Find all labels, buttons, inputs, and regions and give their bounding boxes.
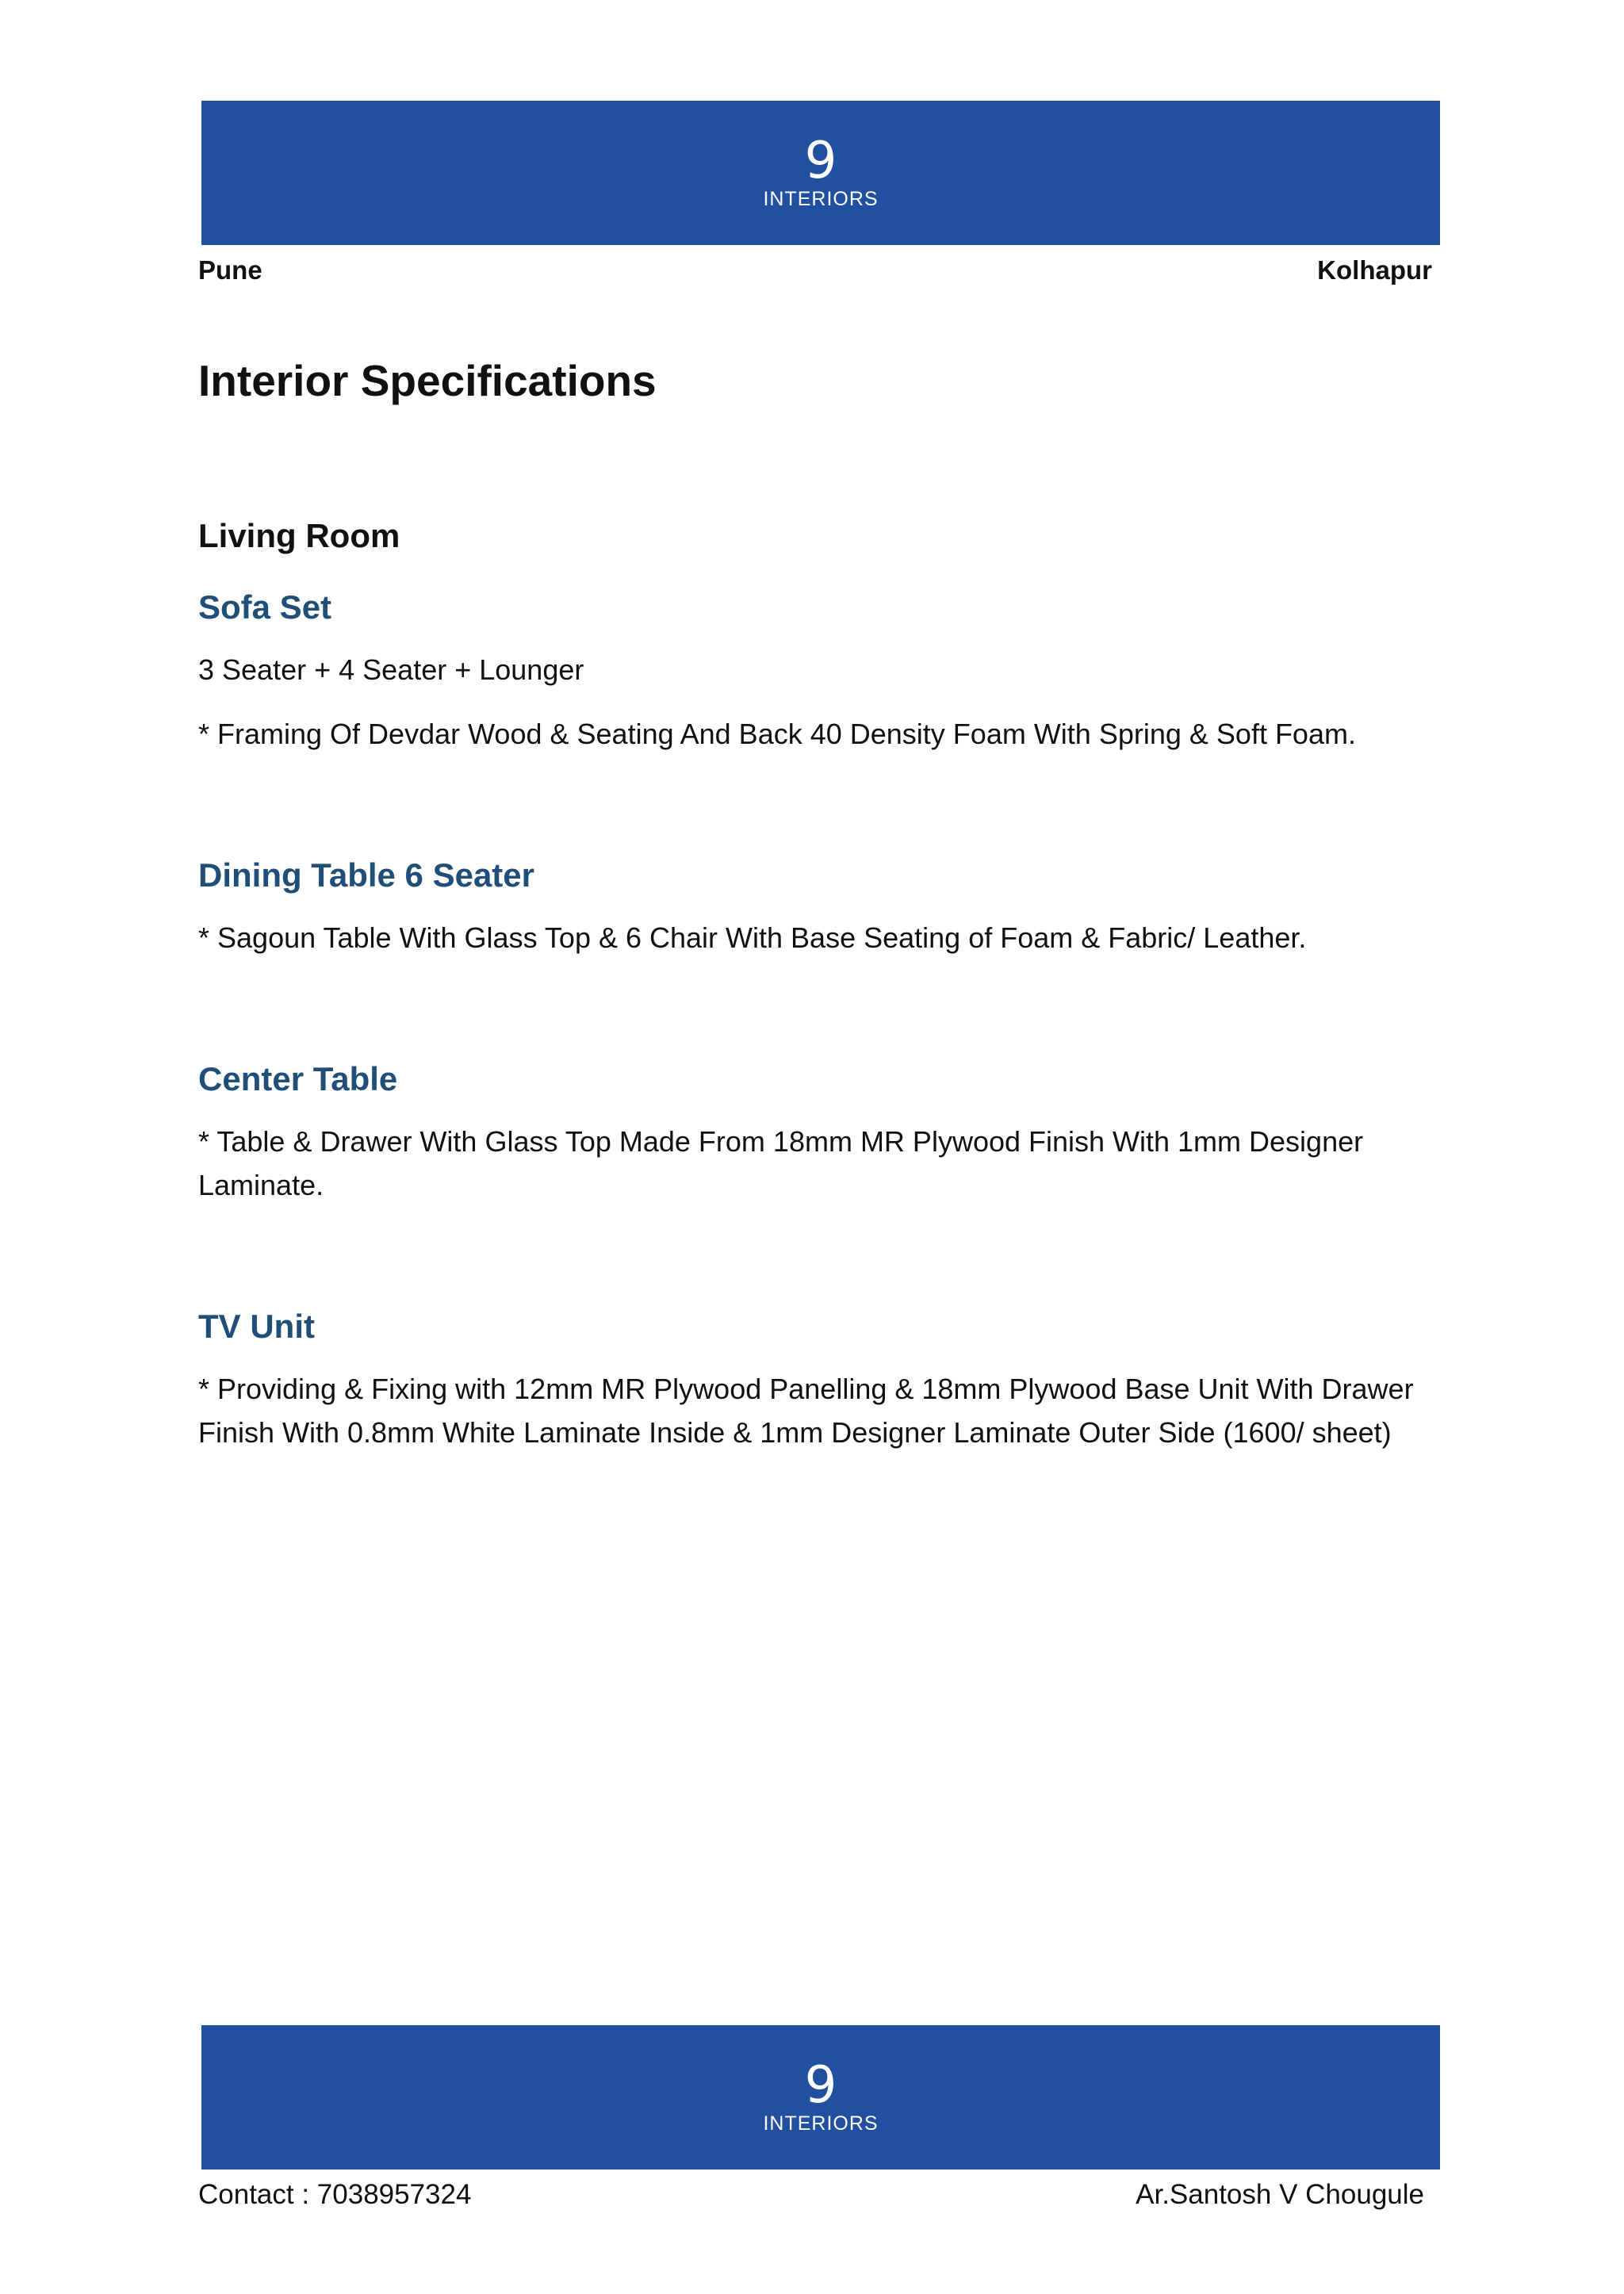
spec-content (198, 511, 1443, 1454)
logo-mark: 9 (804, 2055, 837, 2115)
location-left: Pune (198, 255, 262, 285)
location-right: Kolhapur (1317, 255, 1432, 285)
item-title: Center Table (198, 1060, 398, 1097)
item-line: * Framing Of Devdar Wood & Seating And Back 40 Density Foam With Spring & Soft Foam. (198, 718, 1356, 750)
logo-text: INTERIORS (763, 187, 879, 210)
section-title: Living Room (198, 517, 400, 554)
item-title: Sofa Set (198, 588, 332, 626)
footer-row (198, 2179, 1424, 2211)
spec-item-dining-table (198, 851, 1443, 959)
spec-item-center-table (198, 1055, 1443, 1207)
item-line: * Table & Drawer With Glass Top Made From 18mm MR Plywood Finish With 1mm Designer Laminate. (198, 1125, 1364, 1201)
contact-text: Contact : 7038957324 (198, 2179, 472, 2210)
spec-item-sofa-set (198, 583, 1443, 756)
footer-banner (201, 2025, 1440, 2170)
spec-item-tv-unit (198, 1302, 1443, 1454)
item-line: * Sagoun Table With Glass Top & 6 Chair With Base Seating of Foam & Fabric/ Leather. (198, 921, 1307, 954)
item-title: Dining Table 6 Seater (198, 856, 534, 894)
logo-text: INTERIORS (763, 2112, 879, 2135)
item-line: 3 Seater + 4 Seater + Lounger (198, 653, 584, 686)
page-title: Interior Specifications (198, 356, 657, 405)
logo-mark: 9 (804, 131, 837, 190)
item-title: TV Unit (198, 1308, 315, 1345)
architect-name: Ar.Santosh V Chougule (1136, 2179, 1424, 2210)
item-line: * Providing & Fixing with 12mm MR Plywood Panelling & 18mm Plywood Base Unit With Drawer Finish With 0.8mm White Laminate Inside & 1mm Designer Laminate Outer Side (1600/ sheet) (198, 1373, 1414, 1449)
header-banner (201, 101, 1440, 245)
location-row (198, 255, 1432, 285)
